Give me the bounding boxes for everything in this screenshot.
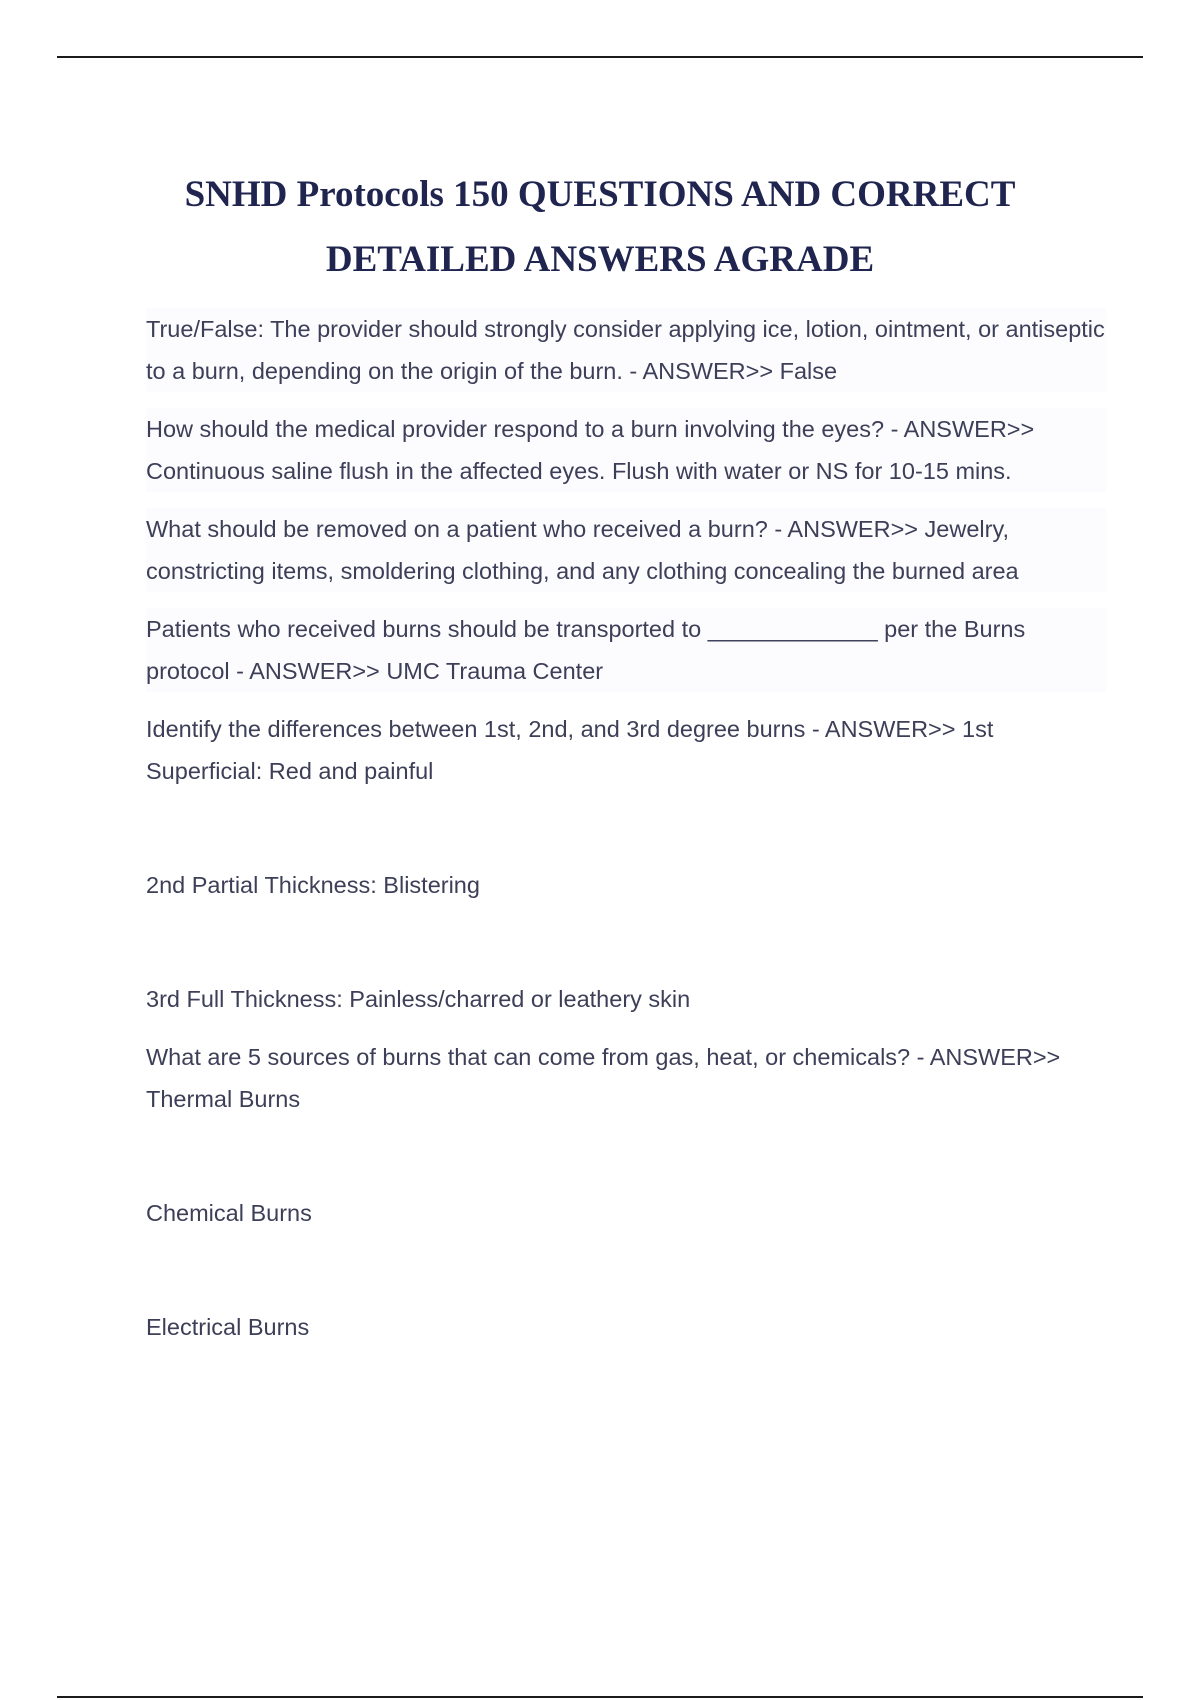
qa-entry-ice-lotion: True/False: The provider should strongly consider applying ice, lotion, ointment, or antiseptic to a burn, depending on the origin of the burn. - ANSWER>> False — [146, 308, 1106, 392]
burn-degree-2nd: 2nd Partial Thickness: Blistering — [146, 872, 480, 898]
qa-entry-burn-degrees-question: Identify the differences between 1st, 2nd, and 3rd degree burns - ANSWER>> 1st Superficial: Red and painful — [146, 716, 994, 784]
bottom-rule — [57, 1696, 1143, 1698]
burn-source-chemical: Chemical Burns — [146, 1200, 312, 1226]
title-line-2: DETAILED ANSWERS AGRADE — [325, 239, 875, 280]
burn-source-electrical: Electrical Burns — [146, 1314, 310, 1340]
qa-entry-burn-sources — [146, 1036, 1106, 1348]
title-line-1: SNHD Protocols 150 QUESTIONS AND CORRECT — [184, 174, 1016, 215]
top-rule — [57, 56, 1143, 58]
document-body — [146, 308, 1106, 1348]
qa-entry-eye-burn: How should the medical provider respond to a burn involving the eyes? - ANSWER>> Continuous saline flush in the affected eyes. Flush with water or NS for 10-15 mins. — [146, 408, 1106, 492]
qa-entry-burn-degrees — [146, 708, 1106, 1020]
qa-entry-transport: Patients who received burns should be transported to _____________ per the Burns protocol - ANSWER>> UMC Trauma Center — [146, 608, 1106, 692]
document-title — [100, 162, 1100, 292]
qa-entry-remove-items: What should be removed on a patient who received a burn? - ANSWER>> Jewelry, constricting items, smoldering clothing, and any clothing concealing the burned area — [146, 508, 1106, 592]
qa-entry-burn-sources-question: What are 5 sources of burns that can come from gas, heat, or chemicals? - ANSWER>> Thermal Burns — [146, 1044, 1061, 1112]
burn-degree-3rd: 3rd Full Thickness: Painless/charred or leathery skin — [146, 986, 691, 1012]
